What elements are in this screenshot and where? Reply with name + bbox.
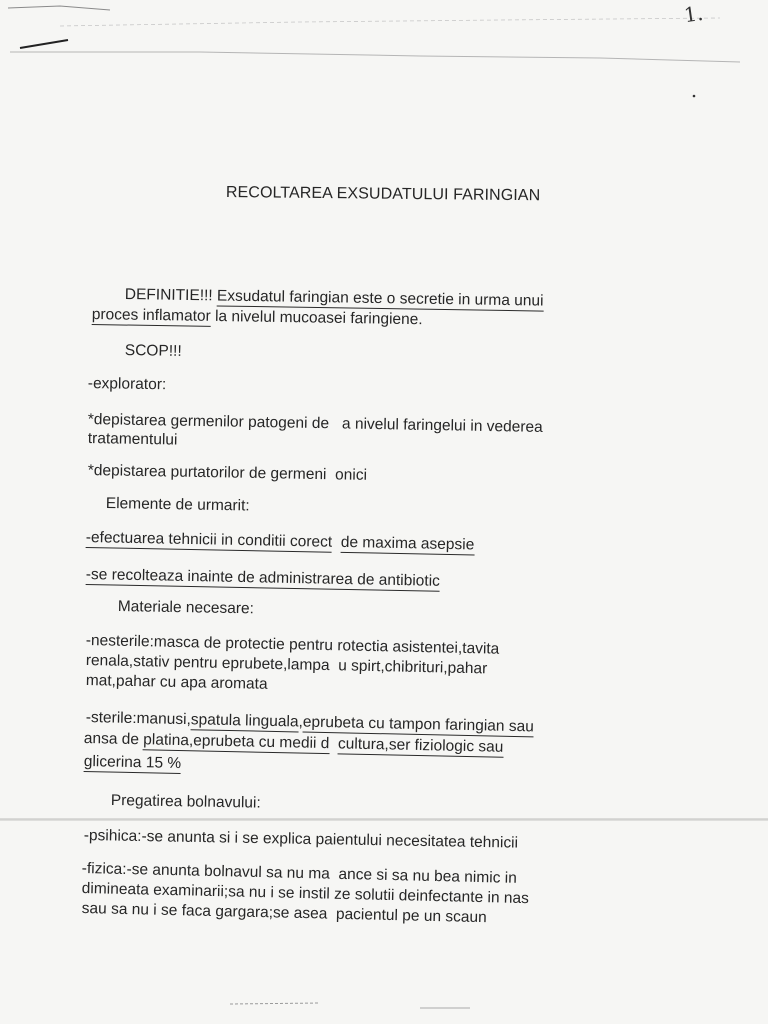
- scan-top-marks: [0, 0, 768, 110]
- efectuarea-line: [86, 528, 475, 554]
- scop-label: SCOP!!!: [124, 341, 182, 360]
- sterile-text-3: glicerina 15 %: [83, 752, 182, 773]
- recolteaza-line: [86, 565, 440, 591]
- purtatori-text-a: *depistarea purtatorilor de germeni: [87, 461, 327, 484]
- nesterile-text-1b: rotectia asistentei,tavita: [337, 637, 500, 658]
- tratamentului-line: tratamentului: [87, 429, 178, 449]
- psihica-line: [84, 826, 519, 853]
- fizica-text-3b: pacientul pe un scaun: [335, 905, 487, 927]
- nesterile-text-1a: -nesterile:masca de protectie pentru: [85, 631, 334, 655]
- definition-rest: la nivelul mucoasei faringiene.: [214, 307, 423, 329]
- efectuarea-text-a: -efectuarea tehnicii in conditii corect: [85, 528, 333, 551]
- sterile-text-2b: platina,eprubeta cu medii d: [143, 731, 330, 753]
- sterile-text-2c: cultura,ser fiziologic sau: [337, 735, 504, 756]
- purtatori-text-b: onici: [334, 466, 368, 484]
- scan-bottom-marks: [0, 984, 768, 1024]
- purtatori-line: [88, 461, 367, 485]
- germeni-text-a: *depistarea germenilor patogeni de: [87, 410, 330, 433]
- sterile-text-1b: spatula linguala: [190, 711, 299, 731]
- fizica-text-1b: ance si sa nu bea nimic in: [338, 865, 517, 887]
- fizica-text-1a: -fizica:-se anunta bolnavul sa nu ma: [81, 859, 331, 883]
- nesterile-text-2a: renala,stativ pentru eprubete,lampa: [85, 651, 330, 675]
- scan-fold-line: [0, 818, 768, 821]
- sterile-text-2a: ansa de: [83, 729, 140, 749]
- nesterile-text-2b: u spirt,chibrituri,pahar: [338, 657, 488, 678]
- definition-underlined-text: Exsudatul faringian este o secretie in urma unui: [216, 287, 544, 310]
- recolteaza-text: -se recolteaza inainte de administrarea de antibiotic: [85, 565, 441, 590]
- page-number: 1.: [682, 0, 705, 28]
- germeni-text-b: a nivelul faringelui in vederea: [341, 415, 543, 436]
- psihica-text-a: -psihica:-se anunta si i se explica pa: [83, 826, 333, 849]
- definition-line-2: [92, 305, 423, 329]
- pregatirea-label: Pregatirea bolnavului:: [110, 791, 261, 812]
- sterile-text-1a: -sterile:manusi,: [85, 708, 192, 729]
- fizica-text-2b: ze solutii deinfectante in nas: [333, 885, 530, 908]
- elemente-label: Elemente de urmarit:: [105, 494, 250, 515]
- sterile-text-1d: eprubeta cu tampon faringian sau: [302, 713, 534, 736]
- materiale-label: Materiale necesare:: [117, 597, 255, 618]
- definition-underlined-term: proces inflamator: [91, 305, 211, 325]
- explorator-label: -explorator:: [87, 374, 167, 394]
- nesterile-line-3: mat,pahar cu apa aromata: [85, 671, 268, 693]
- definition-label: DEFINITIE!!!: [124, 285, 213, 305]
- fizica-text-2a: dimineata examinarii;sa nu i se instil: [81, 879, 331, 903]
- efectuarea-text-b: de maxima asepsie: [340, 533, 475, 554]
- sterile-text-1c: ,: [298, 713, 304, 731]
- fizica-text-3a: sau sa nu i se faca gargara;se asea: [81, 899, 328, 923]
- sterile-line-3: [84, 752, 182, 773]
- document-title: RECOLTAREA EXSUDATULUI FARINGIAN: [225, 184, 541, 205]
- psihica-text-b: ientului necesitatea tehnicii: [332, 831, 519, 852]
